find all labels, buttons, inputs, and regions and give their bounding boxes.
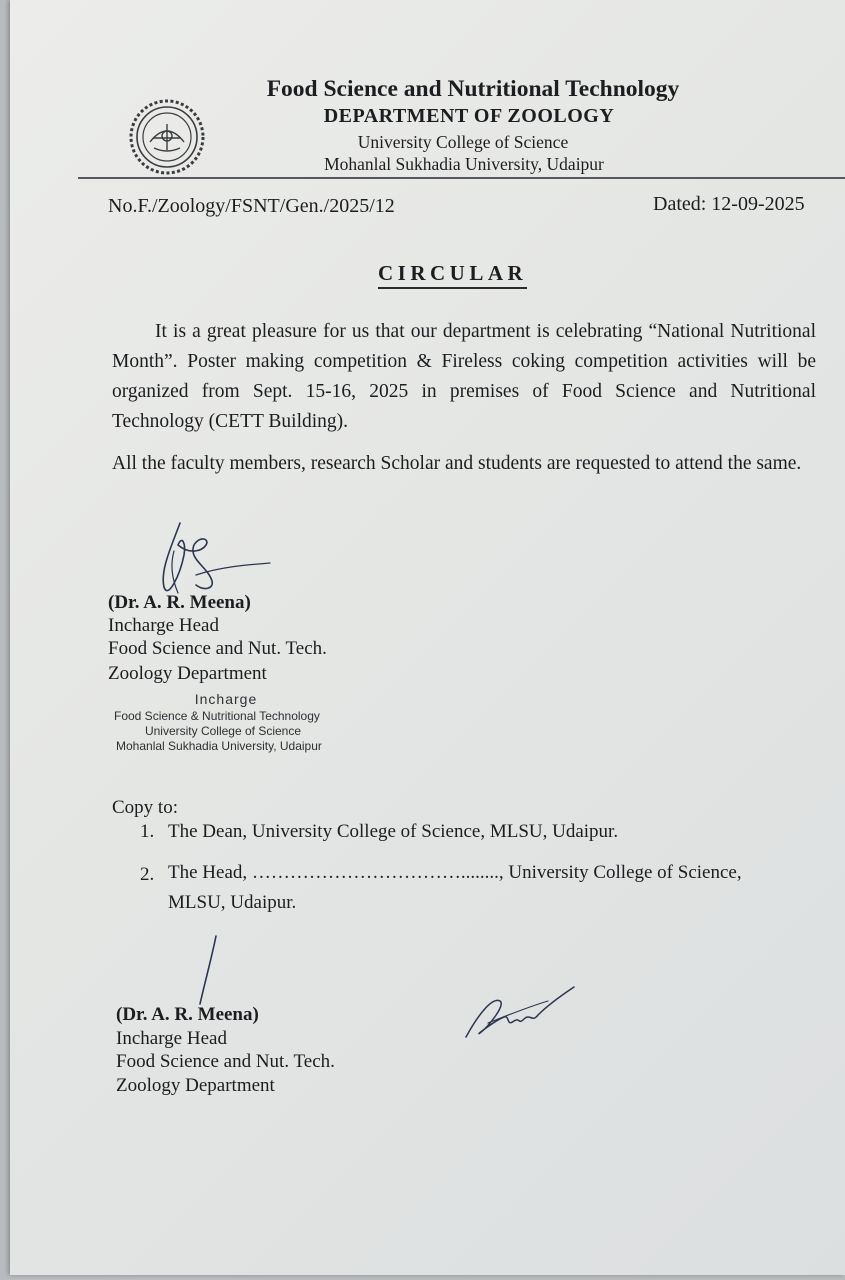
signatory2-department: Zoology Department — [116, 1075, 275, 1096]
signatory1-department: Zoology Department — [108, 663, 267, 684]
copy-item-2-number: 2. — [140, 864, 155, 885]
copy-item-2: The Head, ……………………………........, University College of Science, — [168, 862, 742, 883]
document-page — [10, 0, 845, 1275]
signature-stroke-icon — [190, 932, 230, 1012]
header-divider — [78, 177, 845, 179]
initials-signature-icon — [458, 975, 583, 1045]
body-paragraph-1: It is a great pleasure for us that our department is celebrating “National Nutritional Month”. Poster making competition & Fireless coking competition activities will be organized from Sept. 15-16, 2025 in premises of Food Science and Nutritional Technology (CETT Building). — [112, 321, 816, 432]
stamp-line-2: Food Science & Nutritional Technology — [114, 709, 320, 723]
stamp-line-3: University College of Science — [144, 724, 302, 738]
circular-title: CIRCULAR — [378, 261, 527, 289]
date: Dated: 12-09-2025 — [653, 193, 805, 215]
reference-number: No.F./Zoology/FSNT/Gen./2025/12 — [108, 195, 395, 217]
copy-item-2-continuation: MLSU, Udaipur. — [168, 892, 297, 913]
signatory2-unit: Food Science and Nut. Tech. — [116, 1051, 335, 1072]
stamp-line-4: Mohanlal Sukhadia University, Udaipur — [116, 739, 322, 753]
copy-to-label: Copy to: — [112, 797, 178, 818]
body-paragraph-2: All the faculty members, research Scholar and students are requested to attend the same. — [112, 453, 802, 474]
department-name: DEPARTMENT OF ZOOLOGY — [323, 105, 615, 127]
university-name: Mohanlal Sukhadia University, Udaipur — [324, 154, 604, 174]
signatory1-name: (Dr. A. R. Meena) — [108, 592, 251, 613]
signatory2-designation: Incharge Head — [116, 1028, 227, 1049]
signatory2-name: (Dr. A. R. Meena) — [116, 1004, 259, 1025]
stamp-line-1: Incharge — [194, 691, 258, 707]
signatory1-designation: Incharge Head — [108, 615, 219, 636]
college-name: University College of Science — [357, 132, 569, 152]
copy-item-1: The Dean, University College of Science, MLSU, Udaipur. — [168, 821, 619, 842]
copy-item-1-number: 1. — [140, 821, 155, 842]
signatory1-unit: Food Science and Nut. Tech. — [108, 638, 327, 659]
header-title: Food Science and Nutritional Technology — [266, 76, 680, 102]
